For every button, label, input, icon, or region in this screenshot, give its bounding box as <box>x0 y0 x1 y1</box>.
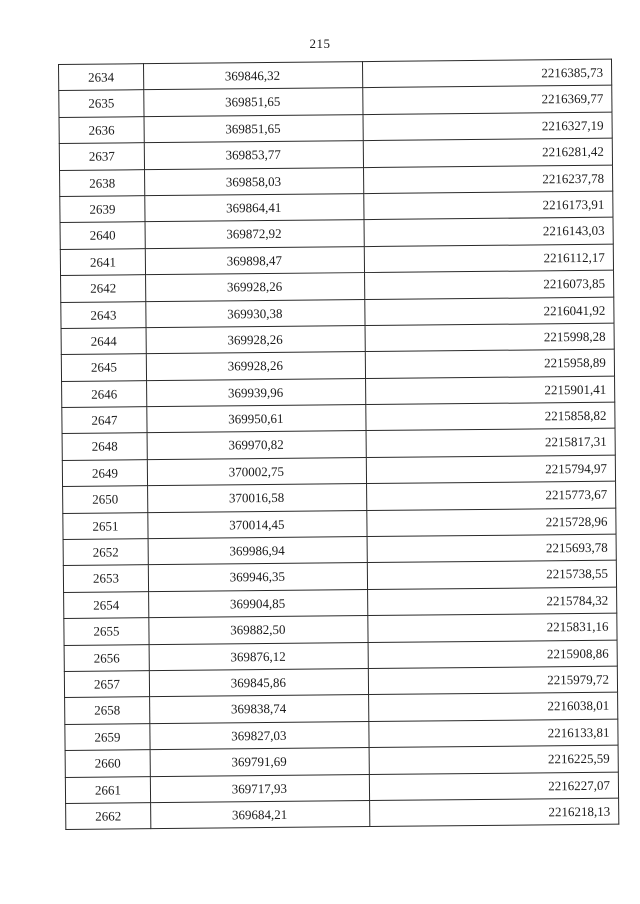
x-coordinate-cell <box>149 589 368 617</box>
x-coordinate-cell <box>150 721 369 749</box>
x-coordinate-value: 369851,65 <box>225 94 281 110</box>
x-coordinate-cell <box>147 405 366 433</box>
y-coordinate-value: 2216041,92 <box>543 302 606 318</box>
y-coordinate-value: 2215738,55 <box>546 566 608 582</box>
x-coordinate-value: 369846,32 <box>224 67 281 84</box>
y-coordinate-value: 2216237,78 <box>542 170 605 186</box>
coordinates-table <box>58 59 619 831</box>
y-coordinate-cell <box>368 587 617 616</box>
y-coordinate-value: 2215693,78 <box>545 539 608 556</box>
x-coordinate-value: 369851,65 <box>225 120 281 137</box>
y-coordinate-value: 2216369,77 <box>541 91 604 107</box>
point-number-value: 2649 <box>91 465 118 481</box>
point-number-cell <box>62 380 147 407</box>
x-coordinate-value: 369970,82 <box>228 437 284 453</box>
x-coordinate-cell <box>149 669 368 697</box>
point-number-value: 2662 <box>95 808 122 824</box>
y-coordinate-cell <box>368 613 617 642</box>
x-coordinate-cell <box>145 194 364 222</box>
x-coordinate-value: 369986,94 <box>229 542 285 559</box>
y-coordinate-cell <box>364 218 613 247</box>
y-coordinate-cell <box>366 429 615 458</box>
y-coordinate-value: 2215831,16 <box>546 618 609 635</box>
x-coordinate-value: 369930,38 <box>227 305 283 321</box>
point-number-value: 2652 <box>92 544 119 560</box>
point-number-cell <box>64 671 149 698</box>
point-number-cell <box>63 539 148 566</box>
x-coordinate-cell <box>146 299 365 327</box>
y-coordinate-value: 2215817,31 <box>544 434 607 450</box>
point-number-value: 2660 <box>94 755 121 771</box>
point-number-value: 2643 <box>90 306 117 323</box>
point-number-value: 2640 <box>89 227 116 244</box>
y-coordinate-cell <box>364 165 613 194</box>
point-number-value: 2655 <box>93 623 120 639</box>
x-coordinate-value: 369928,26 <box>226 278 283 295</box>
y-coordinate-value: 2215858,82 <box>544 407 607 424</box>
x-coordinate-cell <box>148 484 367 512</box>
y-coordinate-cell <box>368 640 617 669</box>
y-coordinate-cell <box>367 481 616 510</box>
point-number-cell <box>63 486 148 513</box>
y-coordinate-value: 2216173,91 <box>542 196 605 213</box>
point-number-cell <box>61 328 146 355</box>
y-coordinate-cell <box>369 693 618 722</box>
x-coordinate-value: 369950,61 <box>228 410 284 427</box>
point-number-cell <box>60 169 145 196</box>
y-coordinate-value: 2215958,89 <box>544 355 606 371</box>
x-coordinate-value: 369946,35 <box>229 569 286 585</box>
point-number-value: 2639 <box>89 201 116 217</box>
point-number-value: 2646 <box>91 386 118 402</box>
point-number-cell <box>65 723 150 750</box>
y-coordinate-value: 2216038,01 <box>547 698 610 714</box>
x-coordinate-cell <box>144 114 363 142</box>
x-coordinate-cell <box>150 695 369 723</box>
point-number-value: 2651 <box>92 518 119 534</box>
point-number-value: 2661 <box>94 781 122 798</box>
x-coordinate-value: 369845,86 <box>230 674 287 691</box>
point-number-value: 2650 <box>92 491 119 507</box>
y-coordinate-cell <box>363 112 612 141</box>
y-coordinate-cell <box>363 138 612 167</box>
x-coordinate-cell <box>147 457 366 485</box>
y-coordinate-value: 2216385,73 <box>541 64 604 81</box>
x-coordinate-value: 369717,93 <box>231 780 288 796</box>
point-number-value: 2659 <box>94 729 121 745</box>
point-number-cell <box>63 512 148 539</box>
x-coordinate-value: 369928,26 <box>227 331 283 348</box>
y-coordinate-cell <box>368 666 617 695</box>
y-coordinate-value: 2215908,86 <box>546 645 609 661</box>
y-coordinate-value: 2216218,13 <box>548 803 611 820</box>
y-coordinate-value: 2216227,07 <box>548 777 611 793</box>
x-coordinate-cell <box>150 774 369 802</box>
y-coordinate-cell <box>366 402 615 431</box>
point-number-cell <box>60 248 145 275</box>
point-number-value: 2642 <box>90 280 117 296</box>
x-coordinate-value: 369898,47 <box>226 252 282 269</box>
x-coordinate-value: 369876,12 <box>230 648 286 664</box>
x-coordinate-cell <box>148 510 367 538</box>
y-coordinate-value: 2215979,72 <box>547 671 610 688</box>
x-coordinate-cell <box>146 325 365 353</box>
point-number-cell <box>60 222 145 249</box>
y-coordinate-cell <box>370 798 619 827</box>
y-coordinate-cell <box>364 191 613 220</box>
point-number-cell <box>59 90 144 117</box>
y-coordinate-value: 2216133,81 <box>547 724 610 741</box>
y-coordinate-value: 2215773,67 <box>545 486 608 503</box>
x-coordinate-cell <box>151 800 370 828</box>
x-coordinate-value: 370002,75 <box>228 463 284 480</box>
point-number-cell <box>62 433 147 460</box>
point-number-cell <box>61 354 146 381</box>
y-coordinate-cell <box>364 244 613 273</box>
point-number-cell <box>64 644 149 671</box>
y-coordinate-value: 2215794,97 <box>545 460 607 477</box>
point-number-cell <box>59 143 144 170</box>
x-coordinate-cell <box>148 537 367 565</box>
x-coordinate-value: 369827,03 <box>231 727 287 744</box>
point-number-value: 2645 <box>90 359 117 375</box>
x-coordinate-cell <box>146 273 365 301</box>
point-number-cell <box>65 697 150 724</box>
point-number-value: 2644 <box>90 333 117 349</box>
y-coordinate-cell <box>365 349 614 378</box>
y-coordinate-value: 2216327,19 <box>541 117 604 134</box>
point-number-value: 2653 <box>92 570 120 587</box>
point-number-value: 2657 <box>93 676 121 692</box>
point-number-value: 2656 <box>93 650 120 666</box>
x-coordinate-value: 369939,96 <box>227 384 284 401</box>
x-coordinate-value: 369853,77 <box>225 147 281 163</box>
point-number-cell <box>60 196 145 223</box>
y-coordinate-cell <box>367 561 616 590</box>
x-coordinate-cell <box>146 352 365 380</box>
x-coordinate-cell <box>144 88 363 116</box>
x-coordinate-cell <box>144 141 363 169</box>
point-number-value: 2641 <box>89 254 116 270</box>
x-coordinate-value: 369858,03 <box>225 173 282 189</box>
point-number-value: 2654 <box>93 597 120 613</box>
x-coordinate-cell <box>149 616 368 644</box>
x-coordinate-value: 369882,50 <box>230 622 286 638</box>
x-coordinate-value: 370016,58 <box>228 490 285 506</box>
x-coordinate-value: 369872,92 <box>226 226 282 242</box>
x-coordinate-value: 369684,21 <box>231 806 288 823</box>
y-coordinate-cell <box>369 772 618 801</box>
y-coordinate-value: 2216281,42 <box>542 143 604 160</box>
point-number-value: 2638 <box>89 175 116 191</box>
point-number-cell <box>61 275 146 302</box>
y-coordinate-cell <box>362 59 611 88</box>
x-coordinate-cell <box>150 748 369 776</box>
x-coordinate-value: 369791,69 <box>231 753 287 770</box>
y-coordinate-cell <box>369 745 618 774</box>
y-coordinate-cell <box>365 297 614 326</box>
x-coordinate-value: 369838,74 <box>230 701 287 717</box>
y-coordinate-cell <box>365 323 614 352</box>
point-number-cell <box>65 750 150 777</box>
table-row <box>66 798 619 830</box>
y-coordinate-value: 2216225,59 <box>547 750 610 767</box>
x-coordinate-cell <box>145 220 364 248</box>
page-number: 215 <box>309 36 331 51</box>
x-coordinate-cell <box>149 642 368 670</box>
x-coordinate-value: 369864,41 <box>226 199 282 216</box>
x-coordinate-cell <box>147 378 366 406</box>
y-coordinate-value: 2216073,85 <box>543 275 606 292</box>
point-number-cell <box>64 618 149 645</box>
point-number-cell <box>61 301 146 328</box>
y-coordinate-cell <box>367 508 616 537</box>
x-coordinate-value: 369928,26 <box>227 358 283 374</box>
point-number-value: 2635 <box>88 95 115 112</box>
point-number-value: 2648 <box>91 438 118 455</box>
point-number-cell <box>62 460 147 487</box>
y-coordinate-cell <box>366 455 615 484</box>
y-coordinate-value: 2216112,17 <box>543 249 605 266</box>
point-number-value: 2637 <box>88 148 115 164</box>
x-coordinate-value: 369904,85 <box>229 595 286 612</box>
point-number-value: 2658 <box>94 702 121 719</box>
x-coordinate-cell <box>148 563 367 591</box>
y-coordinate-cell <box>363 86 612 115</box>
y-coordinate-value: 2216143,03 <box>542 223 605 239</box>
y-coordinate-value: 2215998,28 <box>543 328 606 345</box>
point-number-cell <box>62 407 147 434</box>
x-coordinate-cell <box>147 431 366 459</box>
y-coordinate-cell <box>369 719 618 748</box>
y-coordinate-cell <box>365 270 614 299</box>
y-coordinate-value: 2215728,96 <box>545 513 608 529</box>
point-number-cell <box>59 64 144 91</box>
y-coordinate-value: 2215901,41 <box>544 381 607 398</box>
point-number-cell <box>59 116 144 143</box>
x-coordinate-cell <box>145 167 364 195</box>
point-number-value: 2647 <box>91 412 118 428</box>
point-number-value: 2634 <box>88 69 115 85</box>
x-coordinate-cell <box>144 62 363 90</box>
y-coordinate-cell <box>367 534 616 563</box>
point-number-cell <box>64 591 149 618</box>
point-number-cell <box>63 565 148 592</box>
point-number-value: 2636 <box>88 122 115 138</box>
y-coordinate-value: 2215784,32 <box>546 592 609 609</box>
coordinates-table-body <box>59 59 619 830</box>
point-number-cell <box>66 803 151 830</box>
x-coordinate-value: 370014,45 <box>229 516 285 533</box>
y-coordinate-cell <box>366 376 615 405</box>
point-number-cell <box>65 776 150 803</box>
x-coordinate-cell <box>145 246 364 274</box>
